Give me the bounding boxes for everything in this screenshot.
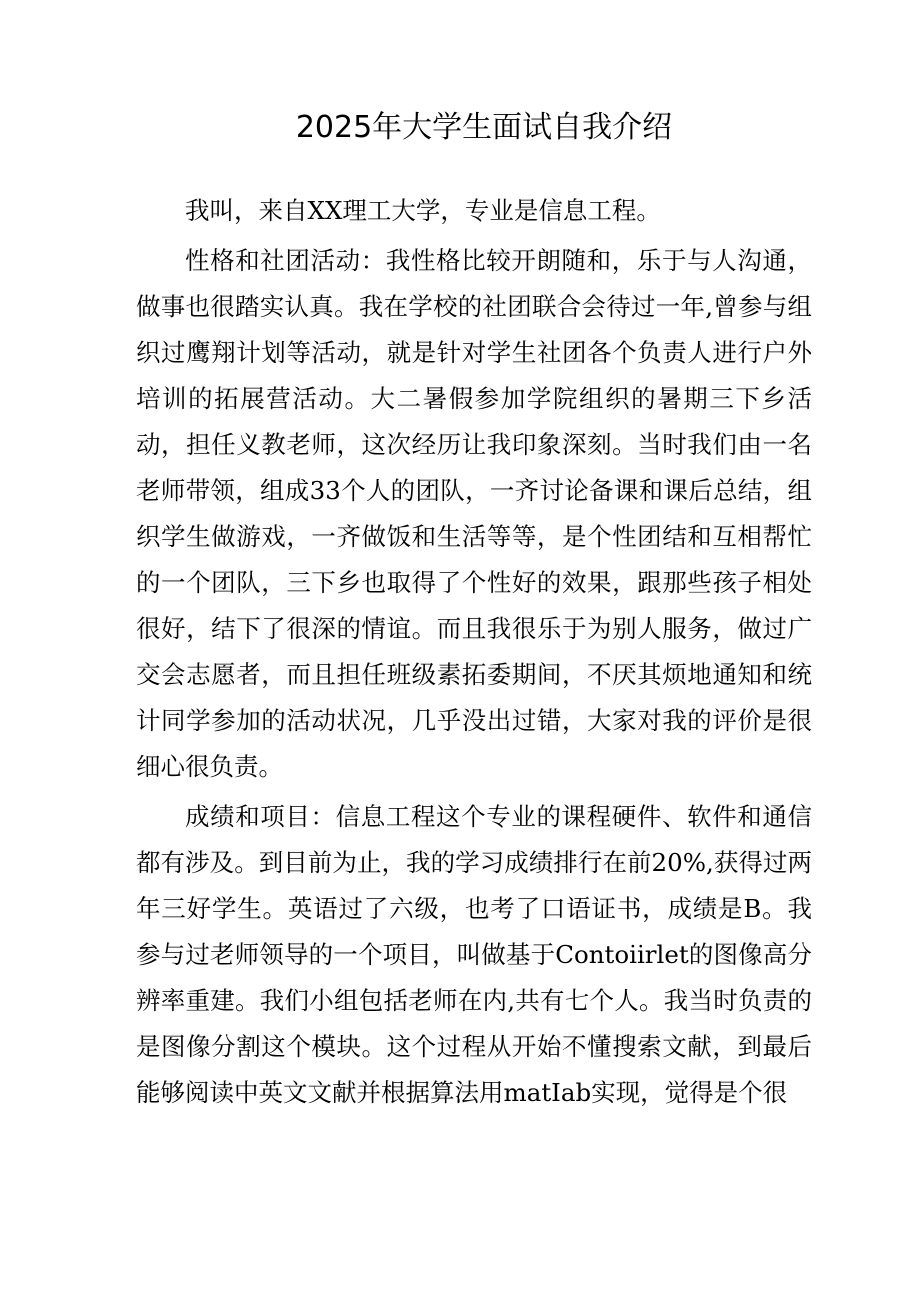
paragraph-achievements: 成绩和项目：信息工程这个专业的课程硬件、软件和通信都有涉及。到目前为止，我的学习成绩排行在前20%,获得过两年三好学生。英语过了六级，也考了口语证书，成绩是B。我参与过老师领导的一个项目，叫做基于Contoiirlet的图像高分辨率重建。我们小组包括老师在内,共有七个人。我当时负责的是图像分割这个模块。这个过程从开始不懂搜索文献，到最后能够阅读中英文文献并根据算法用matIab实现，觉得是个很 bbox=[136, 802, 812, 1107]
paragraph-intro: 我叫，来自XX理工大学，专业是信息工程。 bbox=[185, 196, 661, 225]
paragraph-personality: 性格和社团活动：我性格比较开朗随和，乐于与人沟通，做事也很踏实认真。我在学校的社团联合会待过一年,曾参与组织过鹰翔计划等活动，就是针对学生社团各个负责人进行户外培训的拓展营活动。大二暑假参加学院组织的暑期三下乡活动，担任义教老师，这次经历让我印象深刻。当时我们由一名老师带领，组成33个人的团队，一齐讨论备课和课后总结，组织学生做游戏，一齐做饭和生活等等，是个性团结和互相帮忙的一个团队，三下乡也取得了个性好的效果，跟那些孩子相处很好，结下了很深的情谊。而且我很乐于为别人服务，做过广交会志愿者，而且担任班级素拓委期间，不厌其烦地通知和统计同学参加的活动状况，几乎没出过错，大家对我的评价是很细心很负责。 bbox=[136, 246, 812, 781]
document-title: 2025年大学生面试自我介绍 bbox=[295, 110, 673, 145]
